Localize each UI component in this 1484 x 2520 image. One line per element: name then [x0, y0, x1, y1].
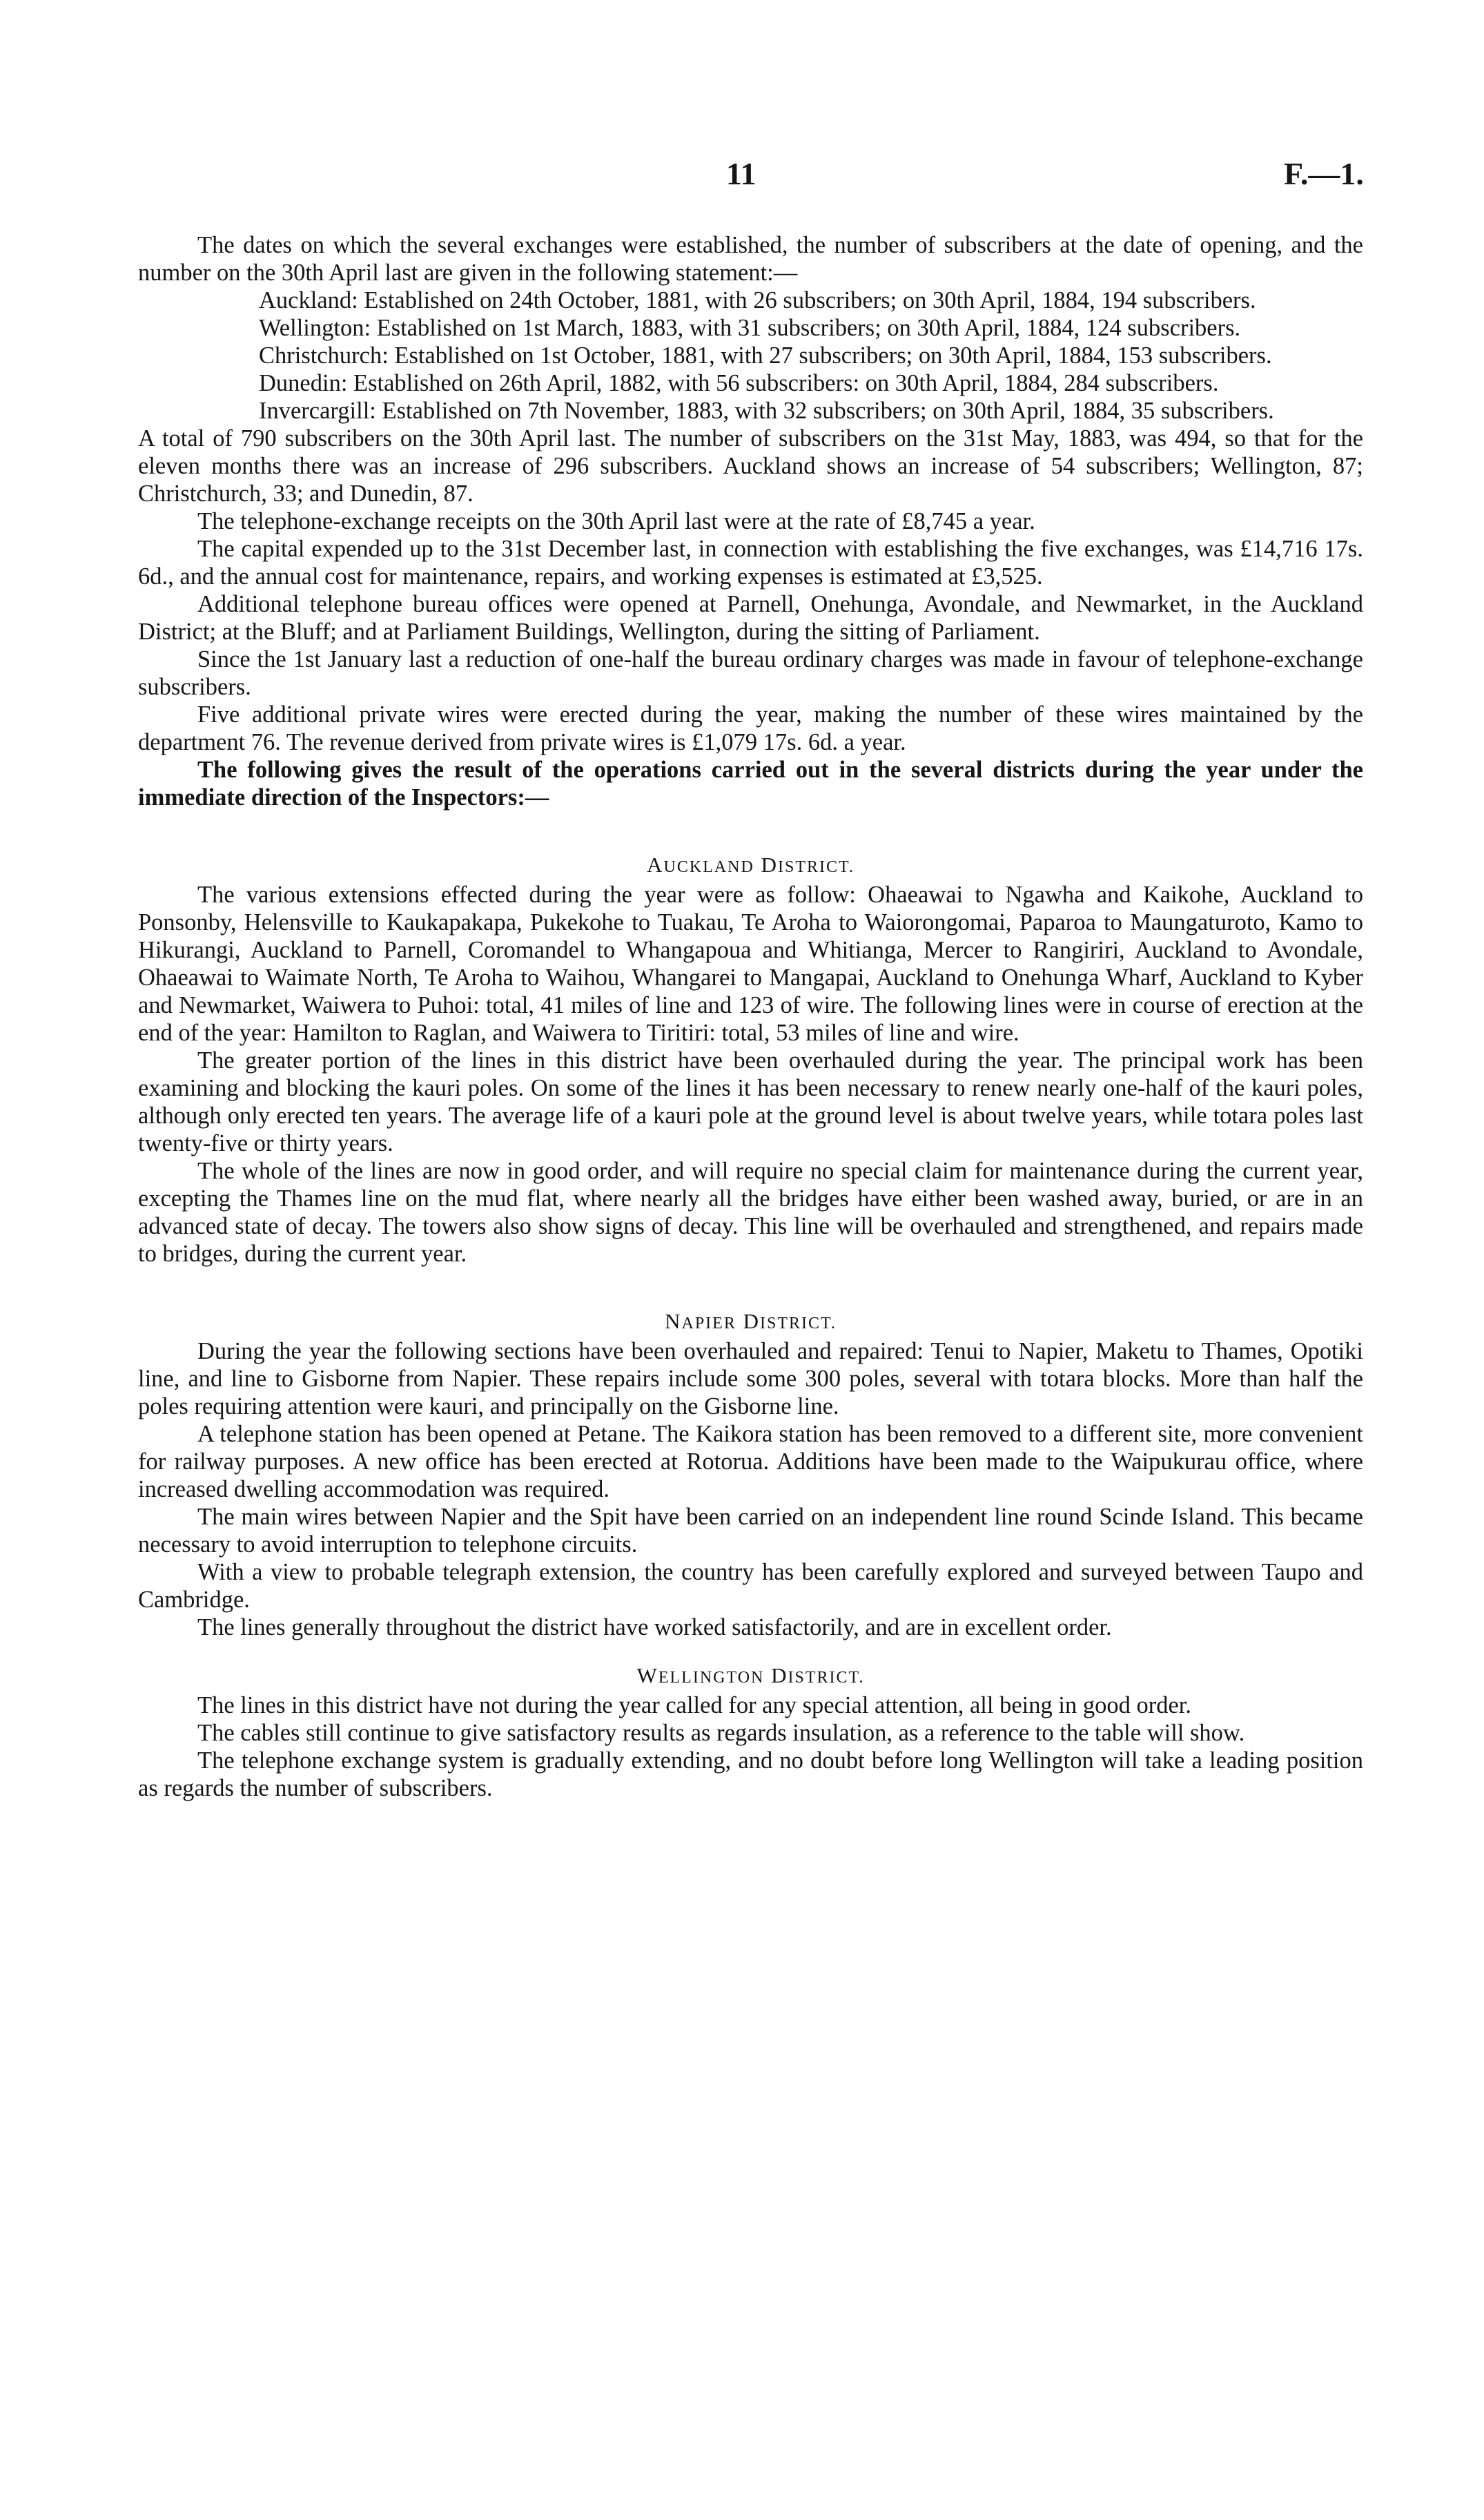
exchange-christchurch: Christchurch: Established on 1st October, 1881, with 27 subscribers; on 30th April, 1884, 153 subscribers.: [259, 342, 1272, 369]
page-number: 11: [726, 156, 756, 191]
exchange-wellington: Wellington: Established on 1st March, 1883, with 31 subscribers; on 30th April, 1884, 124 subscribers.: [259, 315, 1241, 341]
wellington-district-heading: WELLINGTON DISTRICT.: [636, 1663, 865, 1687]
auckland-condition-paragraph: The whole of the lines are now in good order, and will require no special claim for maintenance during the current year, excepting the Thames line on the mud flat, where nearly all the bridges have either been washed away, buried, or are in an advanced state of decay. The towers also show signs of decay. This line will be overhauled and strengthened, and repairs made to bridges, during the current year.: [138, 1158, 1363, 1267]
napier-lines-paragraph: The lines generally throughout the district have worked satisfactorily, and are in excellent order.: [197, 1614, 1112, 1640]
napier-district-heading: NAPIER DISTRICT.: [665, 1309, 837, 1333]
auckland-district-heading: AUCKLAND DISTRICT.: [647, 853, 855, 877]
napier-stations-paragraph: A telephone station has been opened at Petane. The Kaikora station has been removed to a different site, more convenient for railway purposes. A new office has been erected at Rotorua. Additions have been made to the Waipukurau office, where increased dwelling accommodation was required.: [138, 1421, 1363, 1502]
auckland-extensions-paragraph: The various extensions effected during the year were as follow: Ohaeawai to Ngawha and Kaikohe, Auckland to Ponsonby, Helensville to Kaukapakapa, Pukekohe to Tuakau, Te Aroha to Waiorongomai, Paparoa to Maungaturoto, Kamo to Hikurangi, Auckland to Parnell, Coromandel to Whangapoua and Whitianga, Mercer to Rangiriri, Auckland to Avondale, Ohaeawai to Waimate North, Te Aroha to Waihou, Whangarei to Mangapai, Auckland to Onehunga Wharf, Auckland to Kyber and Newmarket, Waiwera to Puhoi: total, 41 miles of line and 123 of wire. The following lines were in course of erection at the end of the year: Hamilton to Raglan, and Waiwera to Tiritiri: total, 53 miles of line and wire.: [138, 882, 1363, 1046]
auckland-overhaul-paragraph: The greater portion of the lines in this district have been overhauled during the year. The principal work has been examining and blocking the kauri poles. On some of the lines it has been necessary to renew nearly one-half of the kauri poles, although only erected ten years. The average life of a kauri pole at the ground level is about twelve years, while totara poles last twenty-five or thirty years.: [138, 1047, 1363, 1156]
capital-paragraph: The capital expended up to the 31st December last, in connection with establishing the five exchanges, was £14,716 17s. 6d., and the annual cost for maintenance, repairs, and working expenses is estimated at £3,525.: [138, 536, 1363, 590]
exchange-auckland: Auckland: Established on 24th October, 1881, with 26 subscribers; on 30th April, 1884, 194 subscribers.: [259, 287, 1256, 313]
napier-wires-paragraph: The main wires between Napier and the Spit have been carried on an independent line round Scinde Island. This became necessary to avoid interruption to telephone circuits.: [138, 1504, 1363, 1558]
exchange-dunedin: Dunedin: Established on 26th April, 1882, with 56 subscribers: on 30th April, 1884, 284 subscribers.: [259, 370, 1219, 396]
document-reference: F.—1.: [1284, 156, 1364, 191]
subscriber-total-paragraph: A total of 790 subscribers on the 30th April last. The number of subscribers on the 31st May, 1883, was 494, so that for the eleven months there was an increase of 296 subscribers. Auckland shows an increase of 54 subscribers; Wellington, 87; Christchurch, 33; and Dunedin, 87.: [138, 425, 1363, 507]
exchange-invercargill: Invercargill: Established on 7th November, 1883, with 32 subscribers; on 30th April, 1884, 35 subscribers.: [259, 398, 1274, 424]
intro-paragraph: The dates on which the several exchanges were established, the number of subscribers at the date of opening, and the number on the 30th April last are given in the following statement:—: [138, 232, 1363, 286]
exchange-list: [138, 287, 1363, 425]
wellington-exchange-paragraph: The telephone exchange system is gradually extending, and no doubt before long Wellington will take a leading position as regards the number of subscribers.: [138, 1747, 1363, 1801]
wellington-cables-paragraph: The cables still continue to give satisfactory results as regards insulation, as a reference to the table will show.: [197, 1720, 1245, 1746]
wellington-lines-paragraph: The lines in this district have not during the year called for any special attention, all being in good order.: [197, 1692, 1191, 1718]
napier-repairs-paragraph: During the year the following sections have been overhauled and repaired: Tenui to Napier, Maketu to Thames, Opotiki line, and line to Gisborne from Napier. These repairs include some 300 poles, several with totara blocks. More than half the poles requiring attention were kauri, and principally on the Gisborne line.: [138, 1338, 1363, 1419]
napier-survey-paragraph: With a view to probable telegraph extension, the country has been carefully explored and surveyed between Taupo and Cambridge.: [138, 1559, 1363, 1613]
receipts-paragraph: The telephone-exchange receipts on the 30th April last were at the rate of £8,745 a year.: [197, 508, 1035, 534]
charges-paragraph: Since the 1st January last a reduction of one-half the bureau ordinary charges was made in favour of telephone-exchange subscribers.: [138, 646, 1363, 700]
bureau-offices-paragraph: Additional telephone bureau offices were opened at Parnell, Onehunga, Avondale, and Newmarket, in the Auckland District; at the Bluff; and at Parliament Buildings, Wellington, during the sitting of Parliament.: [138, 591, 1363, 645]
districts-intro-paragraph: The following gives the result of the operations carried out in the several districts during the year under the immediate direction of the Inspectors:—: [138, 757, 1363, 811]
private-wires-paragraph: Five additional private wires were erected during the year, making the number of these wires maintained by the department 76. The revenue derived from private wires is £1,079 17s. 6d. a year.: [138, 701, 1363, 755]
document-body: [138, 148, 1363, 1802]
